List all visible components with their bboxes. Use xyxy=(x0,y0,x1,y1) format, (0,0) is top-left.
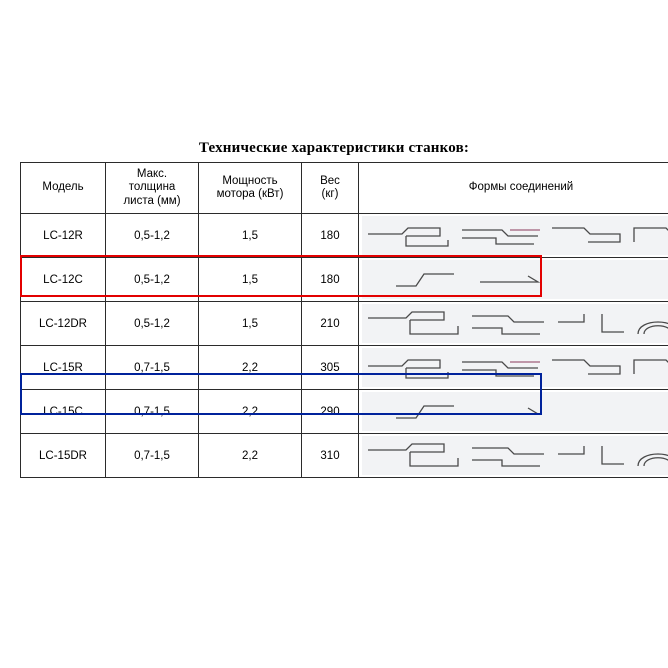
table-header-row xyxy=(21,163,668,214)
cell-model: LC-15DR xyxy=(21,434,106,478)
joint-shapes-svg xyxy=(362,392,668,431)
joint-shapes-diagram xyxy=(362,304,668,343)
joint-shapes-diagram xyxy=(362,348,668,387)
thickness-line-1: Макс. xyxy=(136,168,168,181)
page-title: Технические характеристики станков: xyxy=(198,140,470,156)
cell-thickness: 0,7-1,5 xyxy=(106,390,199,434)
cell-power: 2,2 xyxy=(199,346,302,390)
column-header-power xyxy=(199,163,302,214)
column-header-weight xyxy=(302,163,359,214)
joint-shapes-svg xyxy=(362,436,668,475)
table-row xyxy=(21,302,668,346)
cell-shapes xyxy=(359,346,668,390)
cell-weight: 290 xyxy=(302,390,359,434)
joint-shapes-svg xyxy=(362,260,668,299)
cell-thickness: 0,5-1,2 xyxy=(106,258,199,302)
cell-shapes xyxy=(359,434,668,478)
cell-thickness: 0,7-1,5 xyxy=(106,346,199,390)
thickness-line-3: листа (мм) xyxy=(123,194,181,207)
specifications-table xyxy=(20,162,668,478)
weight-line-1: Вес xyxy=(320,174,340,187)
power-line-1: Мощность xyxy=(222,174,278,187)
table-body xyxy=(21,214,668,478)
table-row xyxy=(21,390,668,434)
joint-shapes-svg xyxy=(362,304,668,343)
joint-shapes-diagram xyxy=(362,216,668,255)
table-row xyxy=(21,346,668,390)
table-header xyxy=(21,163,668,214)
cell-model: LC-15R xyxy=(21,346,106,390)
weight-line-2: (кг) xyxy=(321,188,339,200)
joint-shapes-svg xyxy=(362,216,668,255)
cell-shapes xyxy=(359,214,668,258)
cell-model: LC-12C xyxy=(21,258,106,302)
cell-model: LC-12R xyxy=(21,214,106,258)
cell-thickness: 0,5-1,2 xyxy=(106,302,199,346)
table-row xyxy=(21,214,668,258)
joint-shapes-diagram xyxy=(362,260,668,299)
cell-weight: 210 xyxy=(302,302,359,346)
cell-power: 2,2 xyxy=(199,390,302,434)
cell-thickness: 0,7-1,5 xyxy=(106,434,199,478)
cell-model: LC-12DR xyxy=(21,302,106,346)
column-header-model: Модель xyxy=(21,163,106,214)
cell-weight: 180 xyxy=(302,258,359,302)
cell-power: 2,2 xyxy=(199,434,302,478)
cell-weight: 310 xyxy=(302,434,359,478)
cell-shapes xyxy=(359,302,668,346)
joint-shapes-diagram xyxy=(362,392,668,431)
joint-shapes-diagram xyxy=(362,436,668,475)
cell-power: 1,5 xyxy=(199,214,302,258)
cell-power: 1,5 xyxy=(199,258,302,302)
cell-model: LC-15C xyxy=(21,390,106,434)
column-header-shapes: Формы соединений xyxy=(359,163,668,214)
power-line-2: мотора (кВт) xyxy=(216,188,284,200)
table-row xyxy=(21,434,668,478)
cell-shapes xyxy=(359,258,668,302)
joint-shapes-svg xyxy=(362,348,668,387)
cell-shapes xyxy=(359,390,668,434)
column-header-thickness xyxy=(106,163,199,214)
cell-weight: 305 xyxy=(302,346,359,390)
thickness-line-2: толщина xyxy=(128,181,176,194)
cell-thickness: 0,5-1,2 xyxy=(106,214,199,258)
cell-power: 1,5 xyxy=(199,302,302,346)
table-row xyxy=(21,258,668,302)
cell-weight: 180 xyxy=(302,214,359,258)
